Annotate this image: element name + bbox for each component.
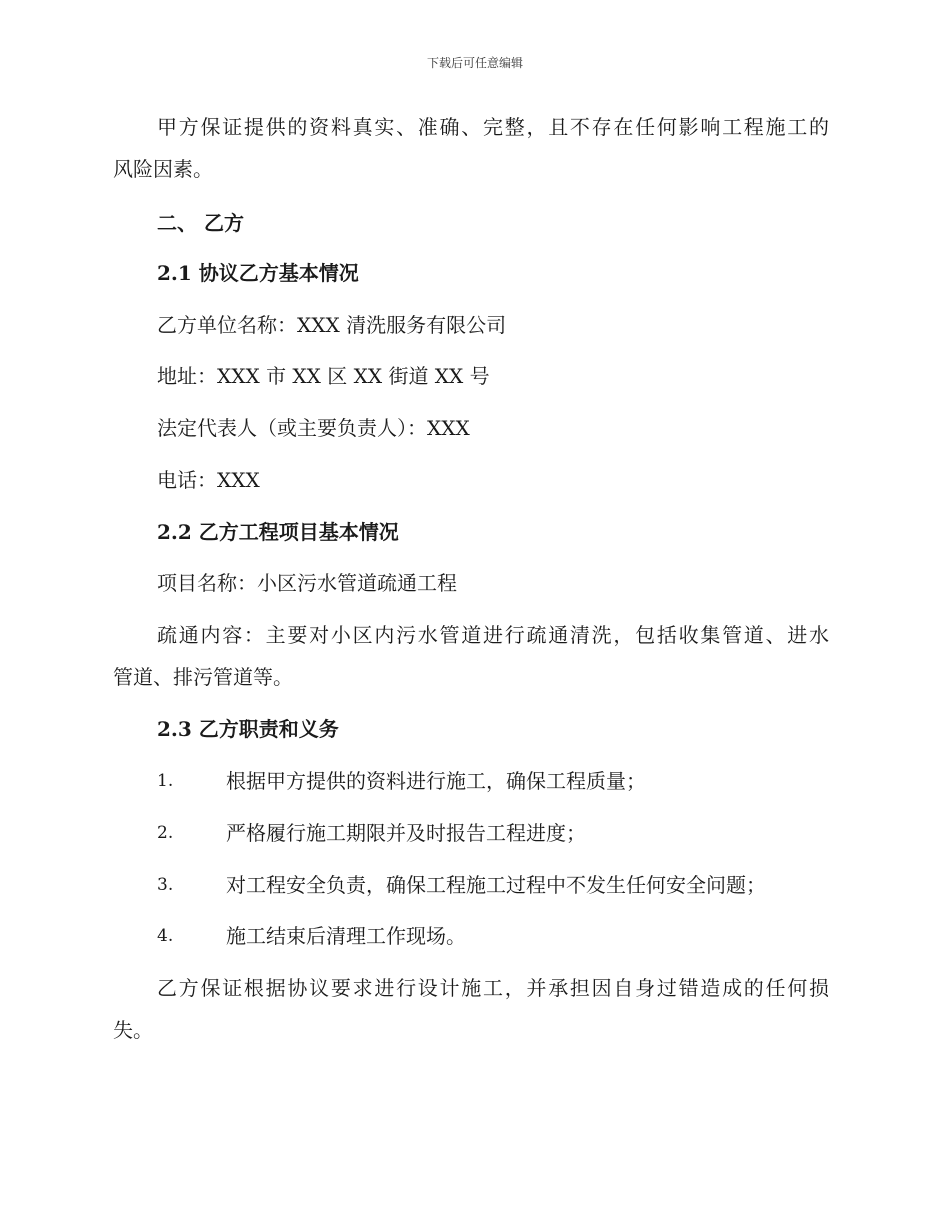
subsection-heading: 2.3 乙方职责和义务 xyxy=(157,717,339,741)
list-item-number: 2. xyxy=(157,823,174,843)
paragraph-line: 风险因素。 xyxy=(113,157,213,181)
header-note: 下载后可任意编辑 xyxy=(426,56,523,70)
representative-line: 法定代表人（或主要负责人）：XXX xyxy=(157,416,470,440)
company-name-line: 乙方单位名称：XXX 清洗服务有限公司 xyxy=(157,313,507,337)
subsection-heading: 2.2 乙方工程项目基本情况 xyxy=(157,520,399,544)
list-item-text: 对工程安全负责，确保工程施工过程中不发生任何安全问题； xyxy=(226,873,766,897)
list-item-text: 根据甲方提供的资料进行施工，确保工程质量； xyxy=(226,769,646,793)
section-title: 二、 乙方 xyxy=(157,211,244,235)
address-line: 地址：XXX 市 XX 区 XX 街道 XX 号 xyxy=(157,364,490,388)
list-item-text: 施工结束后清理工作现场。 xyxy=(226,924,466,948)
paragraph-line: 甲方保证提供的资料真实、准确、完整，且不存在任何影响工程施工的 xyxy=(157,115,829,139)
paragraph-line: 管道、排污管道等。 xyxy=(113,665,293,689)
paragraph-line: 乙方保证根据协议要求进行设计施工，并承担因自身过错造成的任何损 xyxy=(157,976,829,1000)
list-item-number: 1. xyxy=(157,771,174,791)
paragraph-line: 失。 xyxy=(113,1018,153,1042)
phone-line: 电话：XXX xyxy=(157,468,260,492)
list-item-text: 严格履行施工期限并及时报告工程进度； xyxy=(226,821,586,845)
list-item-number: 4. xyxy=(157,926,174,946)
paragraph-line: 疏通内容：主要对小区内污水管道进行疏通清洗，包括收集管道、进水 xyxy=(157,623,829,647)
list-item-number: 3. xyxy=(157,875,174,895)
subsection-heading: 2.1 协议乙方基本情况 xyxy=(157,261,359,285)
project-name-line: 项目名称：小区污水管道疏通工程 xyxy=(157,571,457,595)
